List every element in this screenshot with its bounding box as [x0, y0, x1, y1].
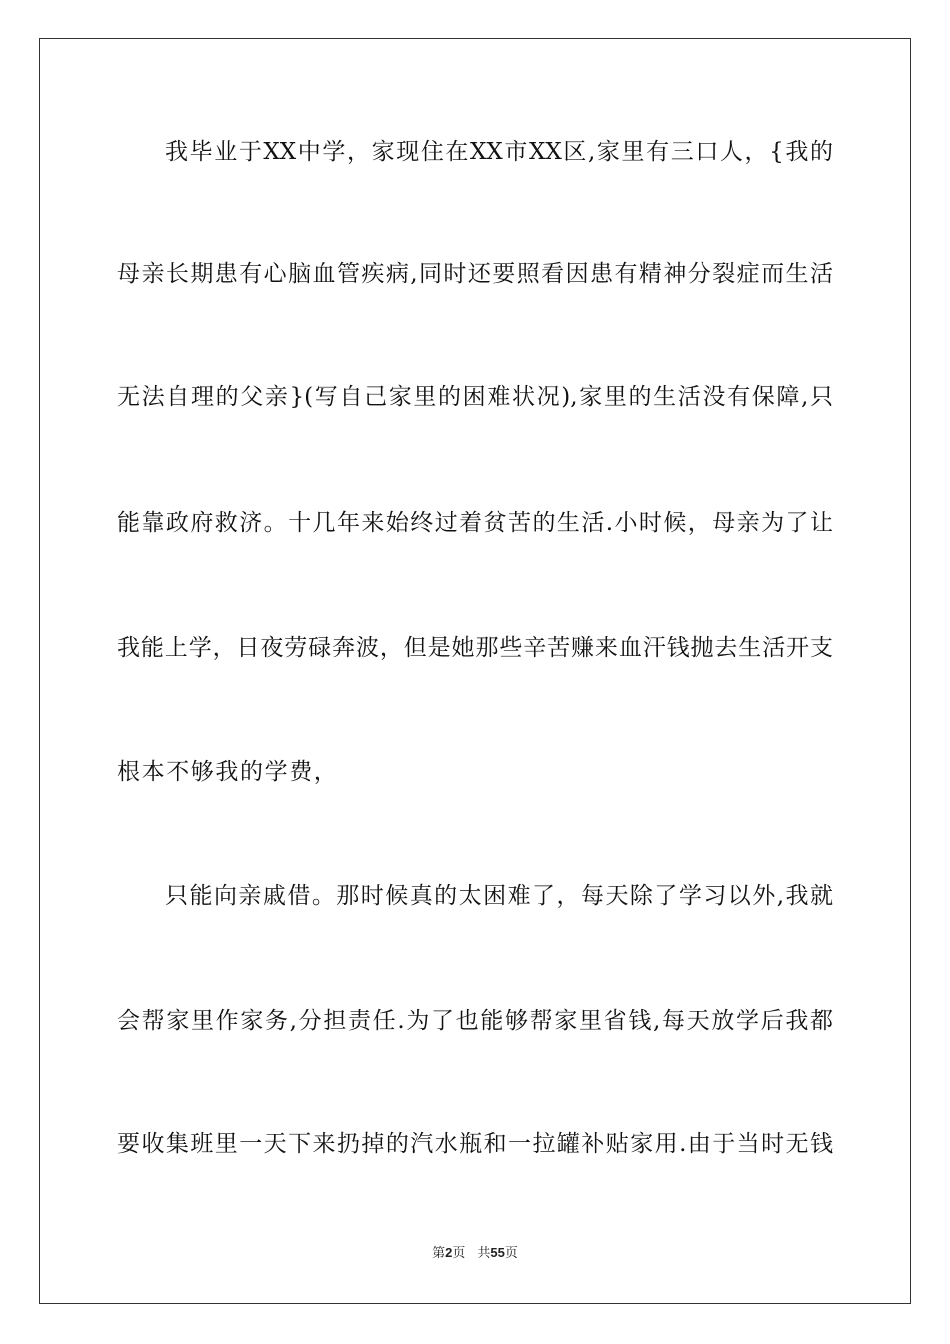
total-prefix: 共: [477, 1246, 491, 1261]
total-suffix: 页: [504, 1246, 518, 1261]
paragraph-line: 要收集班里一天下来扔掉的汽水瓶和一拉罐补贴家用.由于当时无钱: [117, 1131, 833, 1157]
paragraph-line: 无法自理的父亲}(写自己家里的困难状况),家里的生活没有保障,只: [117, 384, 833, 410]
paragraph-line: 我能上学，日夜劳碌奔波，但是她那些辛苦赚来血汗钱抛去生活开支: [117, 635, 833, 661]
paragraph-line: 只能向亲戚借。那时候真的太困难了，每天除了学习以外,我就: [165, 883, 833, 909]
page-suffix: 页: [452, 1246, 466, 1261]
page-prefix: 第: [432, 1246, 446, 1261]
paragraph-line: 母亲长期患有心脑血管疾病,同时还要照看因患有精神分裂症而生活: [117, 261, 833, 287]
page-footer: [0, 1245, 950, 1262]
page-number: 2: [445, 1245, 453, 1260]
paragraph-line: 我毕业于XX中学，家现住在XX市XX区,家里有三口人，{我的: [165, 139, 833, 165]
paragraph-line: 根本不够我的学费，: [117, 759, 339, 785]
paragraph-line: 能靠政府救济。十几年来始终过着贫苦的生活.小时候，母亲为了让: [117, 510, 833, 536]
paragraph-line: 会帮家里作家务,分担责任.为了也能够帮家里省钱,每天放学后我都: [117, 1008, 833, 1034]
total-pages: 55: [490, 1245, 505, 1260]
page-border: [39, 38, 911, 1304]
